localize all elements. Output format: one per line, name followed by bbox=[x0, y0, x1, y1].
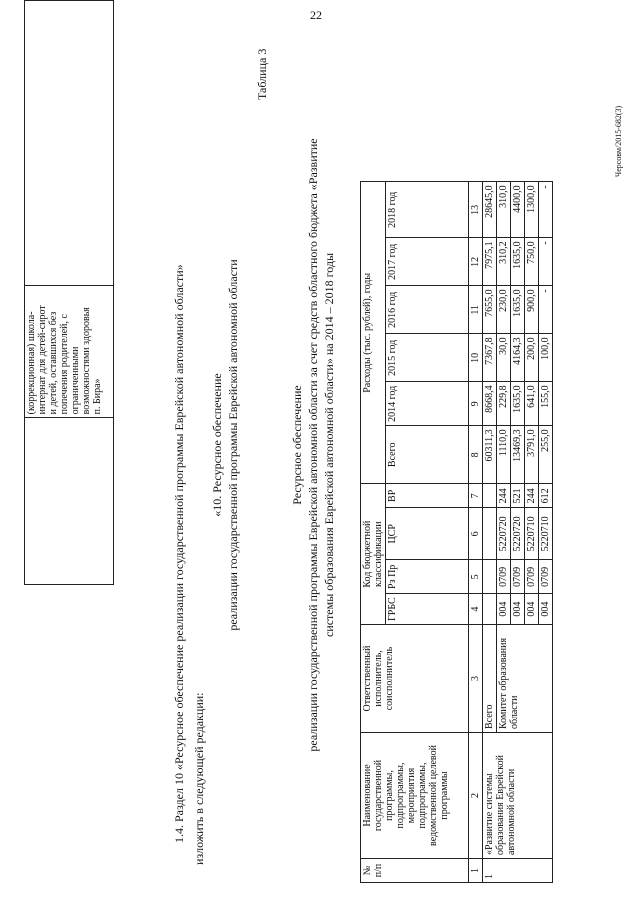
cell-total: 13469,3 bbox=[511, 426, 525, 484]
cell-vr: 244 bbox=[497, 484, 511, 508]
header-2016: 2016 год bbox=[386, 286, 469, 334]
cell-grbs: 004 bbox=[511, 594, 525, 625]
cell-2018: 28645,0 bbox=[483, 182, 497, 238]
cell-rzpr: 0709 bbox=[511, 560, 525, 594]
header-row-1 bbox=[361, 182, 386, 883]
cell-2014: 641,0 bbox=[525, 382, 539, 426]
table-title-line-1: Ресурсное обеспечение bbox=[290, 385, 304, 505]
cell-vr: 521 bbox=[511, 484, 525, 508]
header-executor: Ответственный исполнитель, соисполнитель bbox=[361, 625, 469, 733]
header-expenses: Расходы (тыс. рублей), годы bbox=[361, 182, 386, 484]
program-name: «Развитие системы образования Еврейской автономной области bbox=[483, 733, 553, 859]
section-title-line-1: «10. Ресурсное обеспечение bbox=[210, 373, 224, 517]
table-title-line-2: реализации государственной программы Еврейской автономной области за счет средств областного бюджета «Развитие bbox=[306, 138, 320, 752]
column-number: 11 bbox=[469, 286, 483, 334]
cell-2017: 750,0 bbox=[525, 238, 539, 286]
cell-2018: - bbox=[539, 182, 553, 238]
table-title-line-3: системы образования Еврейской автономной области» на 2014 – 2018 годы bbox=[322, 252, 336, 638]
cell-total: 1110,0 bbox=[497, 426, 511, 484]
fragment-empty-cell-1 bbox=[25, 418, 114, 585]
cell-total: 60311,3 bbox=[483, 426, 497, 484]
previous-table-fragment bbox=[24, 0, 114, 585]
cell-2016: - bbox=[539, 286, 553, 334]
table-row bbox=[483, 182, 497, 883]
cell-2015: 200,0 bbox=[525, 334, 539, 382]
header-no: № п/п bbox=[361, 859, 469, 883]
column-number: 3 bbox=[469, 625, 483, 733]
column-number: 1 bbox=[469, 859, 483, 883]
column-number-row bbox=[469, 182, 483, 883]
column-number: 12 bbox=[469, 238, 483, 286]
cell-total: 3791,0 bbox=[525, 426, 539, 484]
fragment-line: попечения родителей, с bbox=[59, 314, 70, 415]
header-vr: ВР bbox=[386, 484, 469, 508]
cell-2016: 230,0 bbox=[497, 286, 511, 334]
column-number: 4 bbox=[469, 594, 483, 625]
column-number: 2 bbox=[469, 733, 483, 859]
fragment-line: возможностями здоровья bbox=[81, 307, 92, 415]
cell-vr: 244 bbox=[525, 484, 539, 508]
cell-rzpr: 0709 bbox=[525, 560, 539, 594]
cell-2017: 7975,1 bbox=[483, 238, 497, 286]
column-number: 9 bbox=[469, 382, 483, 426]
cell-vr: 612 bbox=[539, 484, 553, 508]
cell-csr: 5220720 bbox=[511, 508, 525, 560]
fragment-text-cell bbox=[25, 285, 114, 418]
header-total: Всего bbox=[386, 426, 469, 484]
resource-table bbox=[360, 181, 553, 883]
cell-grbs: 004 bbox=[539, 594, 553, 625]
cell-csr: 5220720 bbox=[497, 508, 511, 560]
header-grbs: ГРБС bbox=[386, 594, 469, 625]
paragraph-line-2: изложить в следующей редакции: bbox=[192, 692, 206, 865]
cell-2015: 100,0 bbox=[539, 334, 553, 382]
cell-2014: 155,0 bbox=[539, 382, 553, 426]
fragment-empty-cell-2 bbox=[25, 1, 114, 286]
executor-total: Всего bbox=[483, 625, 497, 733]
section-title-line-2: реализации государственной программы Еврейской автономной области bbox=[226, 259, 240, 631]
cell-2016: 900,0 bbox=[525, 286, 539, 334]
cell-2014: 1635,0 bbox=[511, 382, 525, 426]
column-number: 7 bbox=[469, 484, 483, 508]
header-2017: 2017 год bbox=[386, 238, 469, 286]
cell-vr bbox=[483, 484, 497, 508]
cell-csr: 5220710 bbox=[525, 508, 539, 560]
fragment-line: п. Бира» bbox=[92, 378, 103, 415]
cell-2017: - bbox=[539, 238, 553, 286]
cell-grbs bbox=[483, 594, 497, 625]
header-rzpr: Рз Пр bbox=[386, 560, 469, 594]
cell-2017: 310,2 bbox=[497, 238, 511, 286]
executor-committee: Комитет образования области bbox=[497, 625, 553, 733]
page-number: 22 bbox=[310, 8, 322, 22]
cell-2015: 30,0 bbox=[497, 334, 511, 382]
cell-2015: 4164,3 bbox=[511, 334, 525, 382]
cell-2016: 1635,0 bbox=[511, 286, 525, 334]
cell-2018: 310,0 bbox=[497, 182, 511, 238]
column-number: 5 bbox=[469, 560, 483, 594]
cell-rzpr bbox=[483, 560, 497, 594]
header-2014: 2014 год bbox=[386, 382, 469, 426]
cell-csr: 5220710 bbox=[539, 508, 553, 560]
column-number: 6 bbox=[469, 508, 483, 560]
header-budget-code: Код бюджетной классификации bbox=[361, 484, 386, 625]
cell-2016: 7655,0 bbox=[483, 286, 497, 334]
cell-2018: 4400,0 bbox=[511, 182, 525, 238]
fragment-line: и детей, оставшихся без bbox=[48, 311, 59, 415]
cell-grbs: 004 bbox=[497, 594, 511, 625]
table-label: Таблица 3 bbox=[255, 48, 269, 100]
cell-grbs: 004 bbox=[525, 594, 539, 625]
cell-csr bbox=[483, 508, 497, 560]
column-number: 10 bbox=[469, 334, 483, 382]
cell-rzpr: 0709 bbox=[497, 560, 511, 594]
cell-2017: 1635,0 bbox=[511, 238, 525, 286]
cell-2014: 229,8 bbox=[497, 382, 511, 426]
header-name: Наименование государственной программы, подпрограммы, мероприятия подпрограммы, ведомственной целевой программы bbox=[361, 733, 469, 859]
header-csr: ЦСР bbox=[386, 508, 469, 560]
cell-2015: 7367,8 bbox=[483, 334, 497, 382]
cell-2014: 8668,4 bbox=[483, 382, 497, 426]
header-2018: 2018 год bbox=[386, 182, 469, 238]
cell-2018: 1300,0 bbox=[525, 182, 539, 238]
cell-total: 255,0 bbox=[539, 426, 553, 484]
fragment-line: (коррекционная) школа- bbox=[26, 311, 37, 415]
cell-rzpr: 0709 bbox=[539, 560, 553, 594]
footer-document-code: Черсовм/2015-682(3) bbox=[614, 105, 623, 177]
paragraph-line-1: 1.4. Раздел 10 «Ресурсное обеспечение реализации государственной программы Еврейской автономной области» bbox=[172, 264, 186, 843]
column-number: 13 bbox=[469, 182, 483, 238]
row-number: 1 bbox=[483, 859, 553, 883]
header-2015: 2015 год bbox=[386, 334, 469, 382]
fragment-line: интернат для детей-сирот bbox=[37, 305, 48, 415]
column-number: 8 bbox=[469, 426, 483, 484]
fragment-line: ограниченными bbox=[70, 346, 81, 415]
